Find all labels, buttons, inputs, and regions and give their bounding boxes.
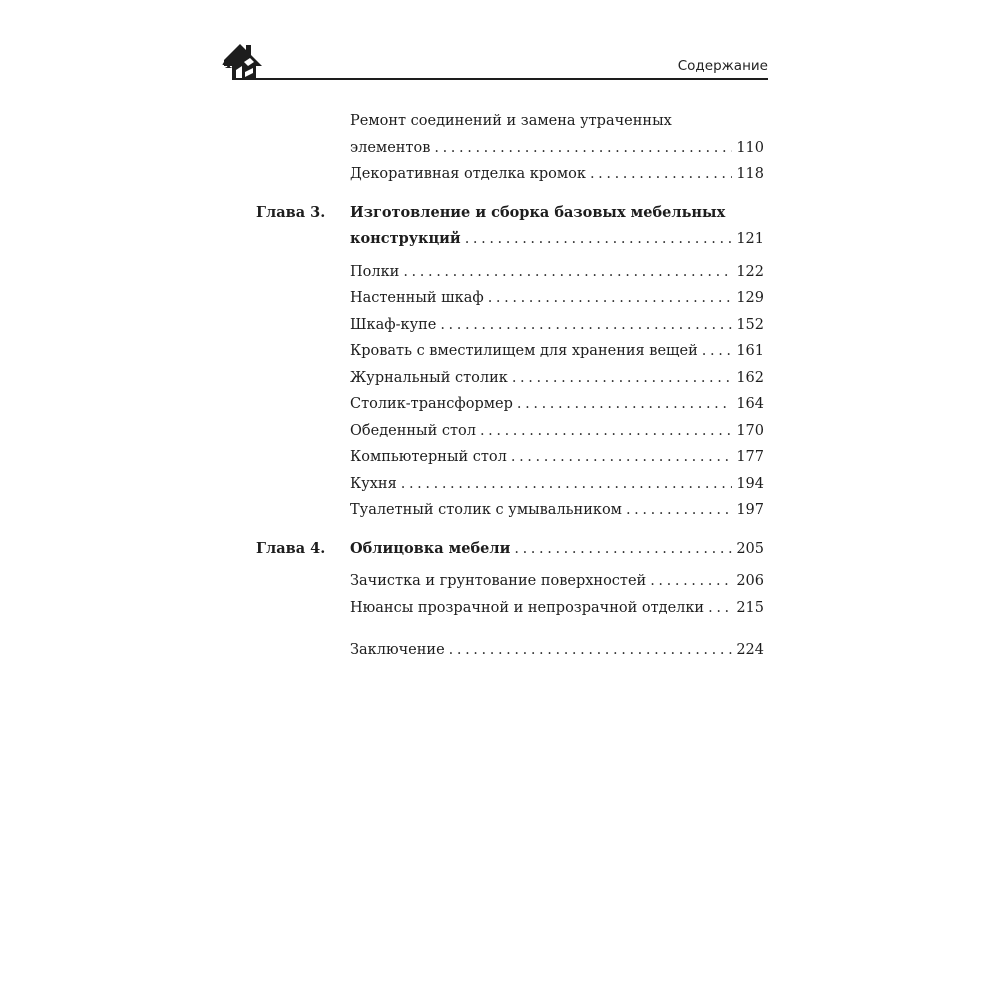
toc-entry[interactable] [256,497,764,524]
entry-title: Декоративная отделка кромок [350,166,586,182]
dot-leader [626,497,732,524]
entry-title: Кровать с вместилищем для хранения вещей [350,343,698,359]
entry-title: элементов [350,139,431,156]
entry-page: 170 [736,422,764,439]
page-header [220,36,768,82]
chapter-page: 121 [736,231,764,247]
dot-leader [517,391,732,418]
chapter-page: 205 [736,540,764,557]
entry-title: Заключение [350,642,445,658]
dot-leader [440,312,732,339]
chapter-label: Глава 4. [256,539,326,557]
entry-page: 177 [736,449,764,465]
chapter-title: Изготовление и сборка базовых мебельных [350,203,726,221]
toc-entry[interactable] [256,444,764,471]
dot-leader [512,365,733,392]
dot-leader [434,135,732,162]
page-number: 4 [222,54,233,72]
dot-leader [650,568,732,595]
entry-page: 215 [736,599,764,616]
toc-entry[interactable] [256,471,764,498]
entry-page: 118 [736,166,764,182]
dot-leader [401,471,733,498]
entry-title: Настенный шкаф [350,290,484,306]
entry-page: 161 [736,343,764,359]
toc-entry[interactable] [256,595,764,622]
entry-title: Шкаф-купе [350,316,437,333]
entry-page: 197 [736,502,764,518]
dot-leader [511,444,732,471]
entry-page: 162 [736,369,764,386]
running-head: Содержание [677,58,768,74]
entry-page: 110 [736,139,764,156]
dot-leader [514,536,732,563]
entry-page: 206 [736,573,764,589]
dot-leader [465,226,733,253]
entry-title: Столик-трансформер [350,396,513,412]
dot-leader [480,418,732,445]
entry-title: Журнальный столик [350,369,508,386]
dot-leader [590,161,732,188]
entry-page: 194 [736,475,764,492]
chapter-heading[interactable] [256,200,764,253]
toc-entry[interactable] [256,285,764,312]
dot-leader [449,637,733,664]
table-of-contents [256,108,764,664]
toc-entry[interactable] [256,568,764,595]
entry-page: 224 [736,642,764,658]
entry-title: Кухня [350,475,397,492]
toc-entry[interactable] [256,108,764,161]
toc-entry-conclusion[interactable] [256,637,764,664]
toc-entry[interactable] [256,418,764,445]
entry-title: Компьютерный стол [350,449,507,465]
dot-leader [708,595,732,622]
entry-title: Ремонт соединений и замена утраченных [350,113,672,129]
toc-entry[interactable] [256,338,764,365]
dot-leader [702,338,733,365]
chapter-heading[interactable] [256,536,764,563]
entry-title: Зачистка и грунтование поверхностей [350,573,647,589]
dot-leader [488,285,733,312]
entry-title: Полки [350,263,400,280]
entry-page: 164 [736,396,764,412]
entry-page: 122 [736,263,764,280]
toc-entry[interactable] [256,259,764,286]
toc-entry[interactable] [256,161,764,188]
chapter-label: Глава 3. [256,203,326,221]
entry-page: 129 [736,290,764,306]
entry-title: Обеденный стол [350,422,476,439]
toc-entry[interactable] [256,365,764,392]
header-rule [234,78,768,80]
chapter-title: Облицовка мебели [350,539,511,557]
dot-leader [403,259,732,286]
toc-entry[interactable] [256,391,764,418]
entry-title: Туалетный столик с умывальником [350,502,622,518]
chapter-title: конструкций [350,230,461,247]
entry-page: 152 [736,316,764,333]
toc-entry[interactable] [256,312,764,339]
entry-title: Нюансы прозрачной и непрозрачной отделки [350,599,705,616]
